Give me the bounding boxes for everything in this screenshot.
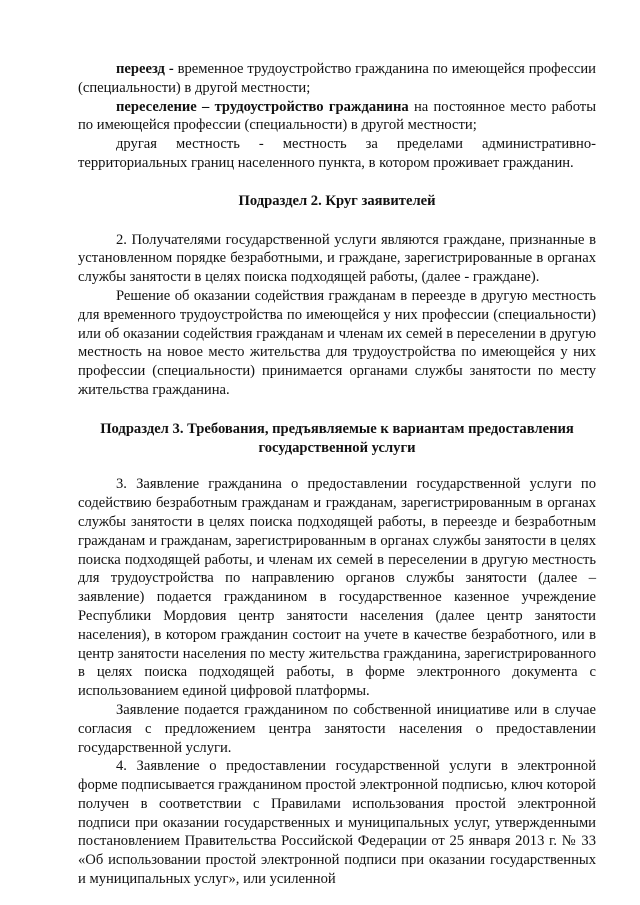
definition-paragraph	[78, 135, 596, 173]
definition-paragraph	[78, 98, 596, 136]
section-3-title-line-1: Подраздел 3. Требования, предъявляемые к вариантам предоставления	[100, 420, 574, 437]
body-paragraph: 3. Заявление гражданина о предоставлении государственной услуги по содействию безработным гражданам и гражданам, зарегистрированным в органах службы занятости в целях поиска подходящей работы, в переезде и безработным гражданам и гражданам, зарегистрированным в органах службы занятости в целях поиска подходящей работы, и членам их семей в переселении в другую местность для трудоустройства по направлению органов службы занятости (далее – заявление) подается гражданином в государственное казенное учреждение Республики Мордовия центр занятости населения (далее центр занятости населения), в котором гражданин состоит на учете в качестве безработного, или в центр занятости населения по месту жительства гражданина, зарегистрированного в целях поиска подходящей работы, в форме электронного документа с использованием единой цифровой платформы.	[78, 476, 596, 700]
section-2-title: Подраздел 2. Круг заявителей	[238, 192, 436, 209]
body-paragraph: 4. Заявление о предоставлении государственной услуги в электронной форме подписывается гражданином простой электронной подписью, ключ которой получен в соответствии с Правилами использования простой электронной подписи при оказании государственных и муниципальных услуг, утвержденными постановлением Правительства Российской Федерации от 25 января 2013 г. № 33 «Об использовании простой электронной подписи при оказании государственных и муниципальных услуг», или усиленной	[78, 758, 596, 888]
definition-term: переезд -	[116, 61, 174, 77]
body-paragraph: Решение об оказании содействия гражданам в переезде в другую местность для временного трудоустройства по имеющейся у них профессии (специальности) или об оказании содействия гражданам и членам их семей в переселении в другую местность на новое место жительства для трудоустройства по имеющейся у них профессии (специальности) принимается органами службы занятости по месту жительства гражданина.	[78, 287, 596, 398]
section-3-title	[78, 420, 596, 458]
definition-text: другая местность - местность за пределами административно-территориальных границ населенного пункта, в котором проживает гражданин.	[78, 136, 596, 171]
section-3-title-line-2: государственной услуги	[258, 439, 416, 456]
body-paragraph: 2. Получателями государственной услуги являются граждане, признанные в установленном порядке безработными, и граждане, зарегистрированные в органах службы занятости в целях поиска подходящей работы, (далее - граждане).	[78, 231, 596, 286]
definition-text: на постоянное место работы по имеющейся профессии (специальности) в другой местности;	[78, 98, 596, 134]
definition-term: переселение – трудоустройство гражданина	[116, 98, 409, 115]
definition-paragraph	[78, 60, 596, 98]
body-paragraph: Заявление подается гражданином по собственной инициативе или в случае согласия с предложением центра занятости населения о предоставлении государственной услуги.	[78, 701, 596, 756]
definition-text: временное трудоустройство гражданина по имеющейся профессии (специальности) в другой местности;	[78, 61, 596, 96]
